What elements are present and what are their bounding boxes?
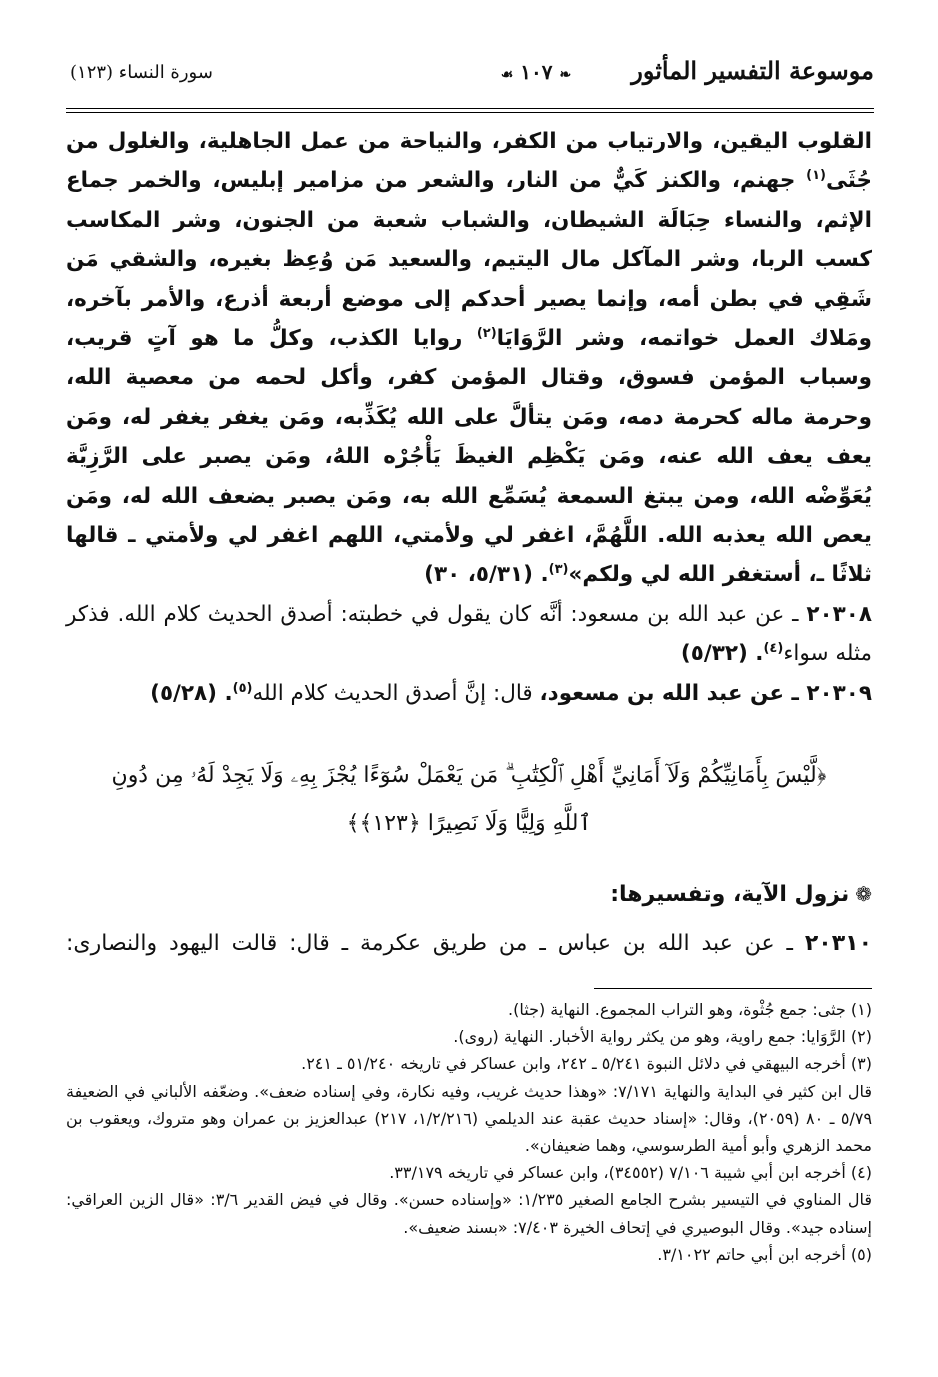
footnote: قال ابن كثير في البداية والنهاية ٧/١٧١: «وهذا حديث غريب، وفيه نكارة، وفي إسناده ضعف». وضعّفه الألباني في الضعيفة ٥/٧٩ ـ ٨٠ (٢٠٥٩)، وقال: «إسناد حديث عقبة عند الديلمي (١/٢/٢١٦، ٢١٧) عبدالعزيز بن عمران وهو متروك، ويعقوب بن محمد الزهري وأبو أمية الطرسوسي، وهما ضعيفان».: [66, 1081, 873, 1156]
item-number: ٢٠٣٠٩: [806, 680, 872, 706]
item-20309: [66, 674, 872, 713]
page-header: [66, 54, 874, 90]
section-heading: [66, 874, 872, 915]
text-segment: جهنم، والكنز كَيٌّ من النار، والشعر من مزامير إبليس، والخمر جماع الإثم، والنساء حِبَالَة الشيطان، والشباب شعبة من الجنون، وشر المكاسب كسب الربا، وشر المآكل مال اليتيم، والسعيد مَن وُعِظ بغيره، والشقي مَن شَقِي في بطن أمه، وإنما يصير أحدكم إلى موضع أربعة أذرع، والأمر بآخره، ومَلاك العمل خواتمه، وشر الرَّوَايَا: [66, 168, 872, 352]
quran-verse: [66, 752, 872, 848]
verse-line-1: ﴿لَّيْسَ بِأَمَانِيِّكُمْ وَلَآ أَمَانِيِّ أَهْلِ ٱلْكِتَٰبِ ۗ مَن يَعْمَلْ سُوٓءًا يُجْزَ بِهِۦ وَلَا يَجِدْ لَهُۥ مِن دُونِ: [111, 763, 827, 788]
item-20308: [66, 595, 872, 674]
footnote-ref: (١): [806, 168, 826, 184]
footnote-ref: (٢): [476, 325, 497, 341]
paragraph-main: [66, 122, 872, 595]
item-20310: [66, 924, 872, 964]
surah-label: سورة النساء (١٢٣): [70, 62, 213, 83]
ornament-icon: ❧: [559, 67, 572, 83]
verse-line-2: ٱللَّهِ وَلِيًّا وَلَا نَصِيرًا ﴿١٢٣﴾﴾: [346, 811, 592, 836]
footnotes: [66, 996, 872, 1268]
footnote-ref: (٣): [548, 562, 569, 578]
volume-ref: . (٥/٣١، ٣٠): [424, 562, 549, 588]
main-text: [66, 122, 872, 713]
item-lead: ـ عن عبد الله بن مسعود،: [539, 680, 807, 706]
item-text: ـ عن عبد الله بن عباس ـ من طريق عكرمة ـ قال: قالت اليهود والنصارى:: [66, 931, 805, 956]
page-number-block: [456, 60, 616, 84]
flower-icon: ❁: [855, 882, 872, 906]
item-text: قال: إنَّ أصدق الحديث كلام الله: [252, 680, 540, 706]
book-title: موسوعة التفسير المأثور: [631, 56, 874, 85]
volume-ref: . (٥/٣٢): [680, 641, 764, 667]
footnote-ref: (٥): [232, 680, 253, 696]
item-number: ٢٠٣٠٨: [806, 601, 872, 627]
text-segment: القلوب اليقين، والارتياب من الكفر، والنياحة من عمل الجاهلية، والغلول من جُثَى: [66, 129, 872, 194]
item-number: ٢٠٣١٠: [804, 931, 872, 956]
text-segment: روايا الكذب، وكلُّ ما هو آتٍ قريب، وسباب المؤمن فسوق، وقتال المؤمن كفر، وأكل لحمه من معصية الله، وحرمة ماله كحرمة دمه، ومَن يتألَّ على الله يُكَذِّبه، ومَن يغفر يغفر له، ومَن يعف يعف الله عنه، ومَن يَكْظِم الغيظَ يَأْجُرْه اللهُ، ومَن يصبر على الرَّزِيَّة يُعَوِّضْه الله، ومن يبتغ السمعة يُسَمِّع الله به، ومَن يصبر يضعف الله له، ومَن يعص الله يعذبه الله. اللَّهُمَّ، اغفر لي ولأمتي، اللهم اغفر لي ولأمتي ـ قالها ثلاثًا ـ، أستغفر الله لي ولكم»: [66, 326, 872, 588]
header-rule-thin: [66, 112, 874, 113]
ornament-icon: ☙: [500, 67, 514, 83]
volume-ref: . (٥/٢٨): [150, 680, 233, 706]
section-title: نزول الآية، وتفسيرها:: [610, 882, 850, 907]
footnote-ref: (٤): [763, 641, 784, 657]
item-text: ـ عن عبد الله بن مسعود: أنَّه كان يقول في خطبته: أصدق الحديث كلام الله. فذكر مثله سواء: [66, 601, 872, 667]
footnote-rule: [594, 988, 872, 989]
footnote: (٢) الرَّوَايا: جمع راوية، وهو من يكثر رواية الأخبار. النهاية (روى).: [453, 1027, 872, 1047]
footnote: (٣) أخرجه البيهقي في دلائل النبوة ٥/٢٤١ ـ ٢٤٢، وابن عساكر في تاريخه ٥١/٢٤٠ ـ ٢٤١.: [301, 1054, 872, 1074]
footnote: (١) جثى: جمع جُثْوة، وهو التراب المجموع. النهاية (جثا).: [508, 1000, 872, 1019]
footnote: (٥) أخرجه ابن أبي حاتم ٣/١٠٢٢.: [657, 1244, 872, 1264]
footnote: (٤) أخرجه ابن أبي شيبة ٧/١٠٦ (٣٤٥٥٢)، وابن عساكر في تاريخه ٣٣/١٧٩.: [389, 1163, 872, 1183]
footnote: قال المناوي في التيسير بشرح الجامع الصغير ١/٢٣٥: «وإسناده حسن». وقال في فيض القدير ٣/٦: «قال الزين العراقي: إسناده جيد». وقال البوصيري في إتحاف الخيرة ٧/٤٠٣: «بسند ضعيف».: [66, 1190, 872, 1237]
header-rule: [66, 108, 874, 109]
page-number: ١٠٧: [520, 60, 553, 84]
